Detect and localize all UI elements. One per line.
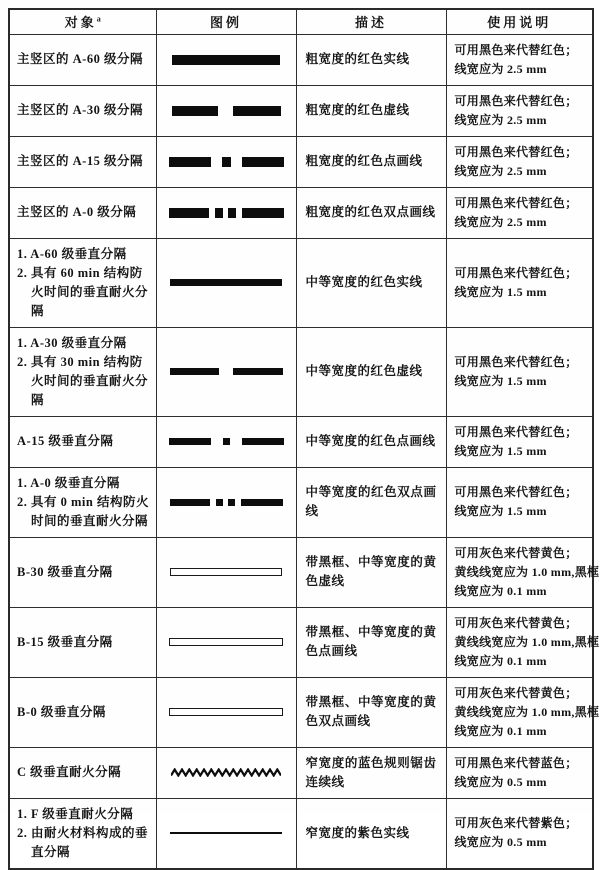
header-label: 对象 xyxy=(64,15,97,31)
usage-cell xyxy=(446,187,593,238)
usage-text: 线宽应为 1.5 mm xyxy=(454,373,547,388)
object-text: 2. 具有 30 min 结构防火时间的垂直耐火分隔 xyxy=(17,354,149,407)
usage-text: 线宽应为 0.1 mm xyxy=(454,653,547,668)
usage-text: 可用黑色来代替蓝色； xyxy=(454,755,578,770)
legend-cell xyxy=(156,798,296,869)
legend-thin-solid-line xyxy=(161,832,292,834)
usage-cell xyxy=(446,136,593,187)
object-text: 1. F 级垂直耐火分隔 xyxy=(17,806,134,821)
table-row xyxy=(9,85,593,136)
legend-bar-segment xyxy=(170,832,282,834)
legend-cell xyxy=(156,187,296,238)
object-cell xyxy=(9,327,156,416)
legend-bar-segment xyxy=(170,279,282,286)
object-cell xyxy=(9,537,156,607)
object-text: 2. 具有 60 min 结构防火时间的垂直耐火分隔 xyxy=(17,265,149,318)
description-cell: 粗宽度的红色点画线 xyxy=(296,136,446,187)
description-cell: 中等宽度的红色虚线 xyxy=(296,327,446,416)
usage-cell xyxy=(446,34,593,85)
column-header-object xyxy=(9,9,156,34)
object-cell xyxy=(9,747,156,798)
legend-thick-dashed-line xyxy=(161,106,292,116)
legend-bar-segment xyxy=(228,208,236,218)
legend-bar-segment xyxy=(170,499,210,506)
object-text: C 级垂直耐火分隔 xyxy=(17,765,122,779)
legend-bar-segment xyxy=(222,157,231,167)
legend-cell xyxy=(156,677,296,747)
object-text: 2. 具有 0 min 结构防火时间的垂直耐火分隔 xyxy=(17,494,149,528)
table-row xyxy=(9,467,593,537)
usage-text: 线宽应为 2.5 mm xyxy=(454,112,547,127)
legend-bar-segment xyxy=(233,106,281,116)
object-cell xyxy=(9,467,156,537)
legend-bar-segment xyxy=(170,368,219,375)
description-cell: 中等宽度的红色实线 xyxy=(296,238,446,327)
object-cell xyxy=(9,136,156,187)
description-cell: 带黑框、中等宽度的黄色点画线 xyxy=(296,607,446,677)
column-header-legend xyxy=(156,9,296,34)
header-label: 图例 xyxy=(209,15,242,31)
legend-bar-segment xyxy=(242,438,284,445)
description-cell: 粗宽度的红色虚线 xyxy=(296,85,446,136)
legend-bar-segment xyxy=(242,157,284,167)
legend-bar-segment xyxy=(215,208,223,218)
usage-text: 可用灰色来代替紫色； xyxy=(454,816,578,830)
usage-cell xyxy=(446,677,600,747)
legend-bar-segment xyxy=(169,208,209,218)
legend-bar-segment xyxy=(228,499,235,506)
legend-cell xyxy=(156,327,296,416)
legend-hollow-bar xyxy=(169,708,283,716)
header-label: 使用说明 xyxy=(487,15,552,31)
usage-text: 可用灰色来代替黄色； xyxy=(454,545,578,560)
object-cell xyxy=(9,416,156,467)
legend-cell xyxy=(156,85,296,136)
description-cell: 带黑框、中等宽度的黄色双点画线 xyxy=(296,677,446,747)
table-row xyxy=(9,136,593,187)
usage-cell xyxy=(446,85,593,136)
usage-text: 黄线线宽应为 1.0 mm,黑框 xyxy=(454,634,600,649)
description-cell: 粗宽度的红色双点画线 xyxy=(296,187,446,238)
legend-cell xyxy=(156,607,296,677)
usage-text: 可用黑色来代替红色； xyxy=(454,424,578,439)
legend-outlined-yellow-bar xyxy=(161,638,292,646)
usage-text: 可用黑色来代替红色； xyxy=(454,144,578,159)
usage-text: 线宽应为 2.5 mm xyxy=(454,61,547,76)
usage-text: 线宽应为 2.5 mm xyxy=(454,214,547,229)
table-header xyxy=(9,9,593,34)
legend-gap xyxy=(211,157,222,167)
description-cell: 中等宽度的红色双点画线 xyxy=(296,467,446,537)
legend-cell xyxy=(156,416,296,467)
description-cell: 粗宽度的红色实线 xyxy=(296,34,446,85)
header-label: 描述 xyxy=(354,15,387,31)
legend-gap xyxy=(218,106,233,116)
object-text: B-0 级垂直分隔 xyxy=(17,704,106,719)
object-text: 主竖区的 A-60 级分隔 xyxy=(17,52,143,66)
usage-text: 线宽应为 0.1 mm xyxy=(454,583,547,598)
object-text: 1. A-60 级垂直分隔 xyxy=(17,246,127,261)
usage-text: 线宽应为 0.1 mm xyxy=(454,723,547,738)
usage-text: 线宽应为 2.5 mm xyxy=(454,163,547,178)
usage-text: 可用黑色来代替红色； xyxy=(454,485,578,499)
legend-zigzag-line xyxy=(161,768,292,777)
table-row xyxy=(9,238,593,327)
usage-cell xyxy=(446,327,593,416)
legend-bar-segment xyxy=(241,499,283,506)
object-text: 2. 由耐火材料构成的垂直分隔 xyxy=(17,825,149,859)
legend-gap xyxy=(219,368,233,375)
object-text: 主竖区的 A-0 级分隔 xyxy=(17,205,137,219)
legend-thick-dash-dot-dot-line xyxy=(161,208,292,218)
usage-text: 可用黑色来代替红色； xyxy=(454,93,578,108)
legend-cell xyxy=(156,136,296,187)
usage-cell xyxy=(446,537,600,607)
usage-text: 可用黑色来代替红色； xyxy=(454,354,578,369)
table-row xyxy=(9,747,593,798)
usage-cell xyxy=(446,416,593,467)
object-cell xyxy=(9,798,156,869)
legend-medium-dash-dot-line xyxy=(161,438,292,445)
usage-text: 可用灰色来代替黄色； xyxy=(454,685,578,700)
usage-text: 线宽应为 1.5 mm xyxy=(454,284,547,299)
table-row xyxy=(9,416,593,467)
usage-cell xyxy=(446,798,593,869)
legend-gap xyxy=(230,438,242,445)
legend-medium-dash-dot-dot-line xyxy=(161,499,292,506)
usage-text: 线宽应为 1.5 mm xyxy=(454,443,547,458)
usage-cell xyxy=(446,467,593,537)
table-row xyxy=(9,677,593,747)
legend-thick-solid-line xyxy=(161,55,292,65)
legend-bar-segment xyxy=(233,368,283,375)
legend-hollow-bar xyxy=(169,638,283,646)
usage-text: 黄线线宽应为 1.0 mm,黑框 xyxy=(454,564,600,579)
legend-thick-dash-dot-line xyxy=(161,157,292,167)
legend-zigzag-line xyxy=(171,768,281,777)
legend-cell xyxy=(156,34,296,85)
legend-outlined-yellow-bar xyxy=(161,568,292,576)
column-header-description xyxy=(296,9,446,34)
legend-medium-dashed-line xyxy=(161,368,292,375)
legend-outlined-yellow-bar xyxy=(161,708,292,716)
legend-gap xyxy=(231,157,242,167)
legend-bar-segment xyxy=(172,55,280,65)
description-cell: 窄宽度的蓝色规则锯齿连续线 xyxy=(296,747,446,798)
legend-bar-segment xyxy=(169,157,211,167)
header-row xyxy=(9,9,593,34)
object-cell xyxy=(9,607,156,677)
legend-cell xyxy=(156,747,296,798)
object-text: 1. A-0 级垂直分隔 xyxy=(17,475,120,490)
legend-cell xyxy=(156,467,296,537)
table-row xyxy=(9,607,593,677)
legend-bar-segment xyxy=(216,499,223,506)
legend-bar-segment xyxy=(172,106,218,116)
description-cell: 窄宽度的紫色实线 xyxy=(296,798,446,869)
object-cell xyxy=(9,677,156,747)
object-cell xyxy=(9,85,156,136)
table-row xyxy=(9,798,593,869)
table-row xyxy=(9,537,593,607)
table-row xyxy=(9,187,593,238)
usage-text: 黄线线宽应为 1.0 mm,黑框 xyxy=(454,704,600,719)
legend-cell xyxy=(156,238,296,327)
table-body xyxy=(9,34,600,869)
usage-cell xyxy=(446,747,593,798)
object-cell xyxy=(9,34,156,85)
legend-hollow-bar xyxy=(170,568,282,576)
object-cell xyxy=(9,238,156,327)
legend-cell xyxy=(156,537,296,607)
usage-cell xyxy=(446,607,600,677)
object-text: 主竖区的 A-30 级分隔 xyxy=(17,103,143,117)
usage-text: 可用黑色来代替红色； xyxy=(454,195,578,210)
column-header-usage xyxy=(446,9,593,34)
description-cell: 带黑框、中等宽度的黄色虚线 xyxy=(296,537,446,607)
fire-separation-legend-table xyxy=(8,8,600,870)
object-text: 1. A-30 级垂直分隔 xyxy=(17,335,127,350)
usage-text: 可用黑色来代替红色； xyxy=(454,265,578,280)
legend-bar-segment xyxy=(242,208,284,218)
object-text: 主竖区的 A-15 级分隔 xyxy=(17,154,143,168)
legend-gap xyxy=(211,438,223,445)
table-row xyxy=(9,34,593,85)
usage-text: 可用黑色来代替红色； xyxy=(454,42,578,57)
legend-bar-segment xyxy=(169,438,211,445)
usage-cell xyxy=(446,238,593,327)
legend-bar-segment xyxy=(223,438,230,445)
object-text: B-15 级垂直分隔 xyxy=(17,634,113,649)
object-text: B-30 级垂直分隔 xyxy=(17,564,113,579)
table-row xyxy=(9,327,593,416)
usage-text: 可用灰色来代替黄色； xyxy=(454,615,578,630)
footnote-marker: a xyxy=(96,14,101,24)
legend-medium-solid-line xyxy=(161,279,292,286)
usage-text: 线宽应为 1.5 mm xyxy=(454,504,547,518)
usage-text: 线宽应为 0.5 mm xyxy=(454,835,547,849)
object-text: A-15 级垂直分隔 xyxy=(17,434,114,448)
description-cell: 中等宽度的红色点画线 xyxy=(296,416,446,467)
object-cell xyxy=(9,187,156,238)
usage-text: 线宽应为 0.5 mm xyxy=(454,774,547,789)
